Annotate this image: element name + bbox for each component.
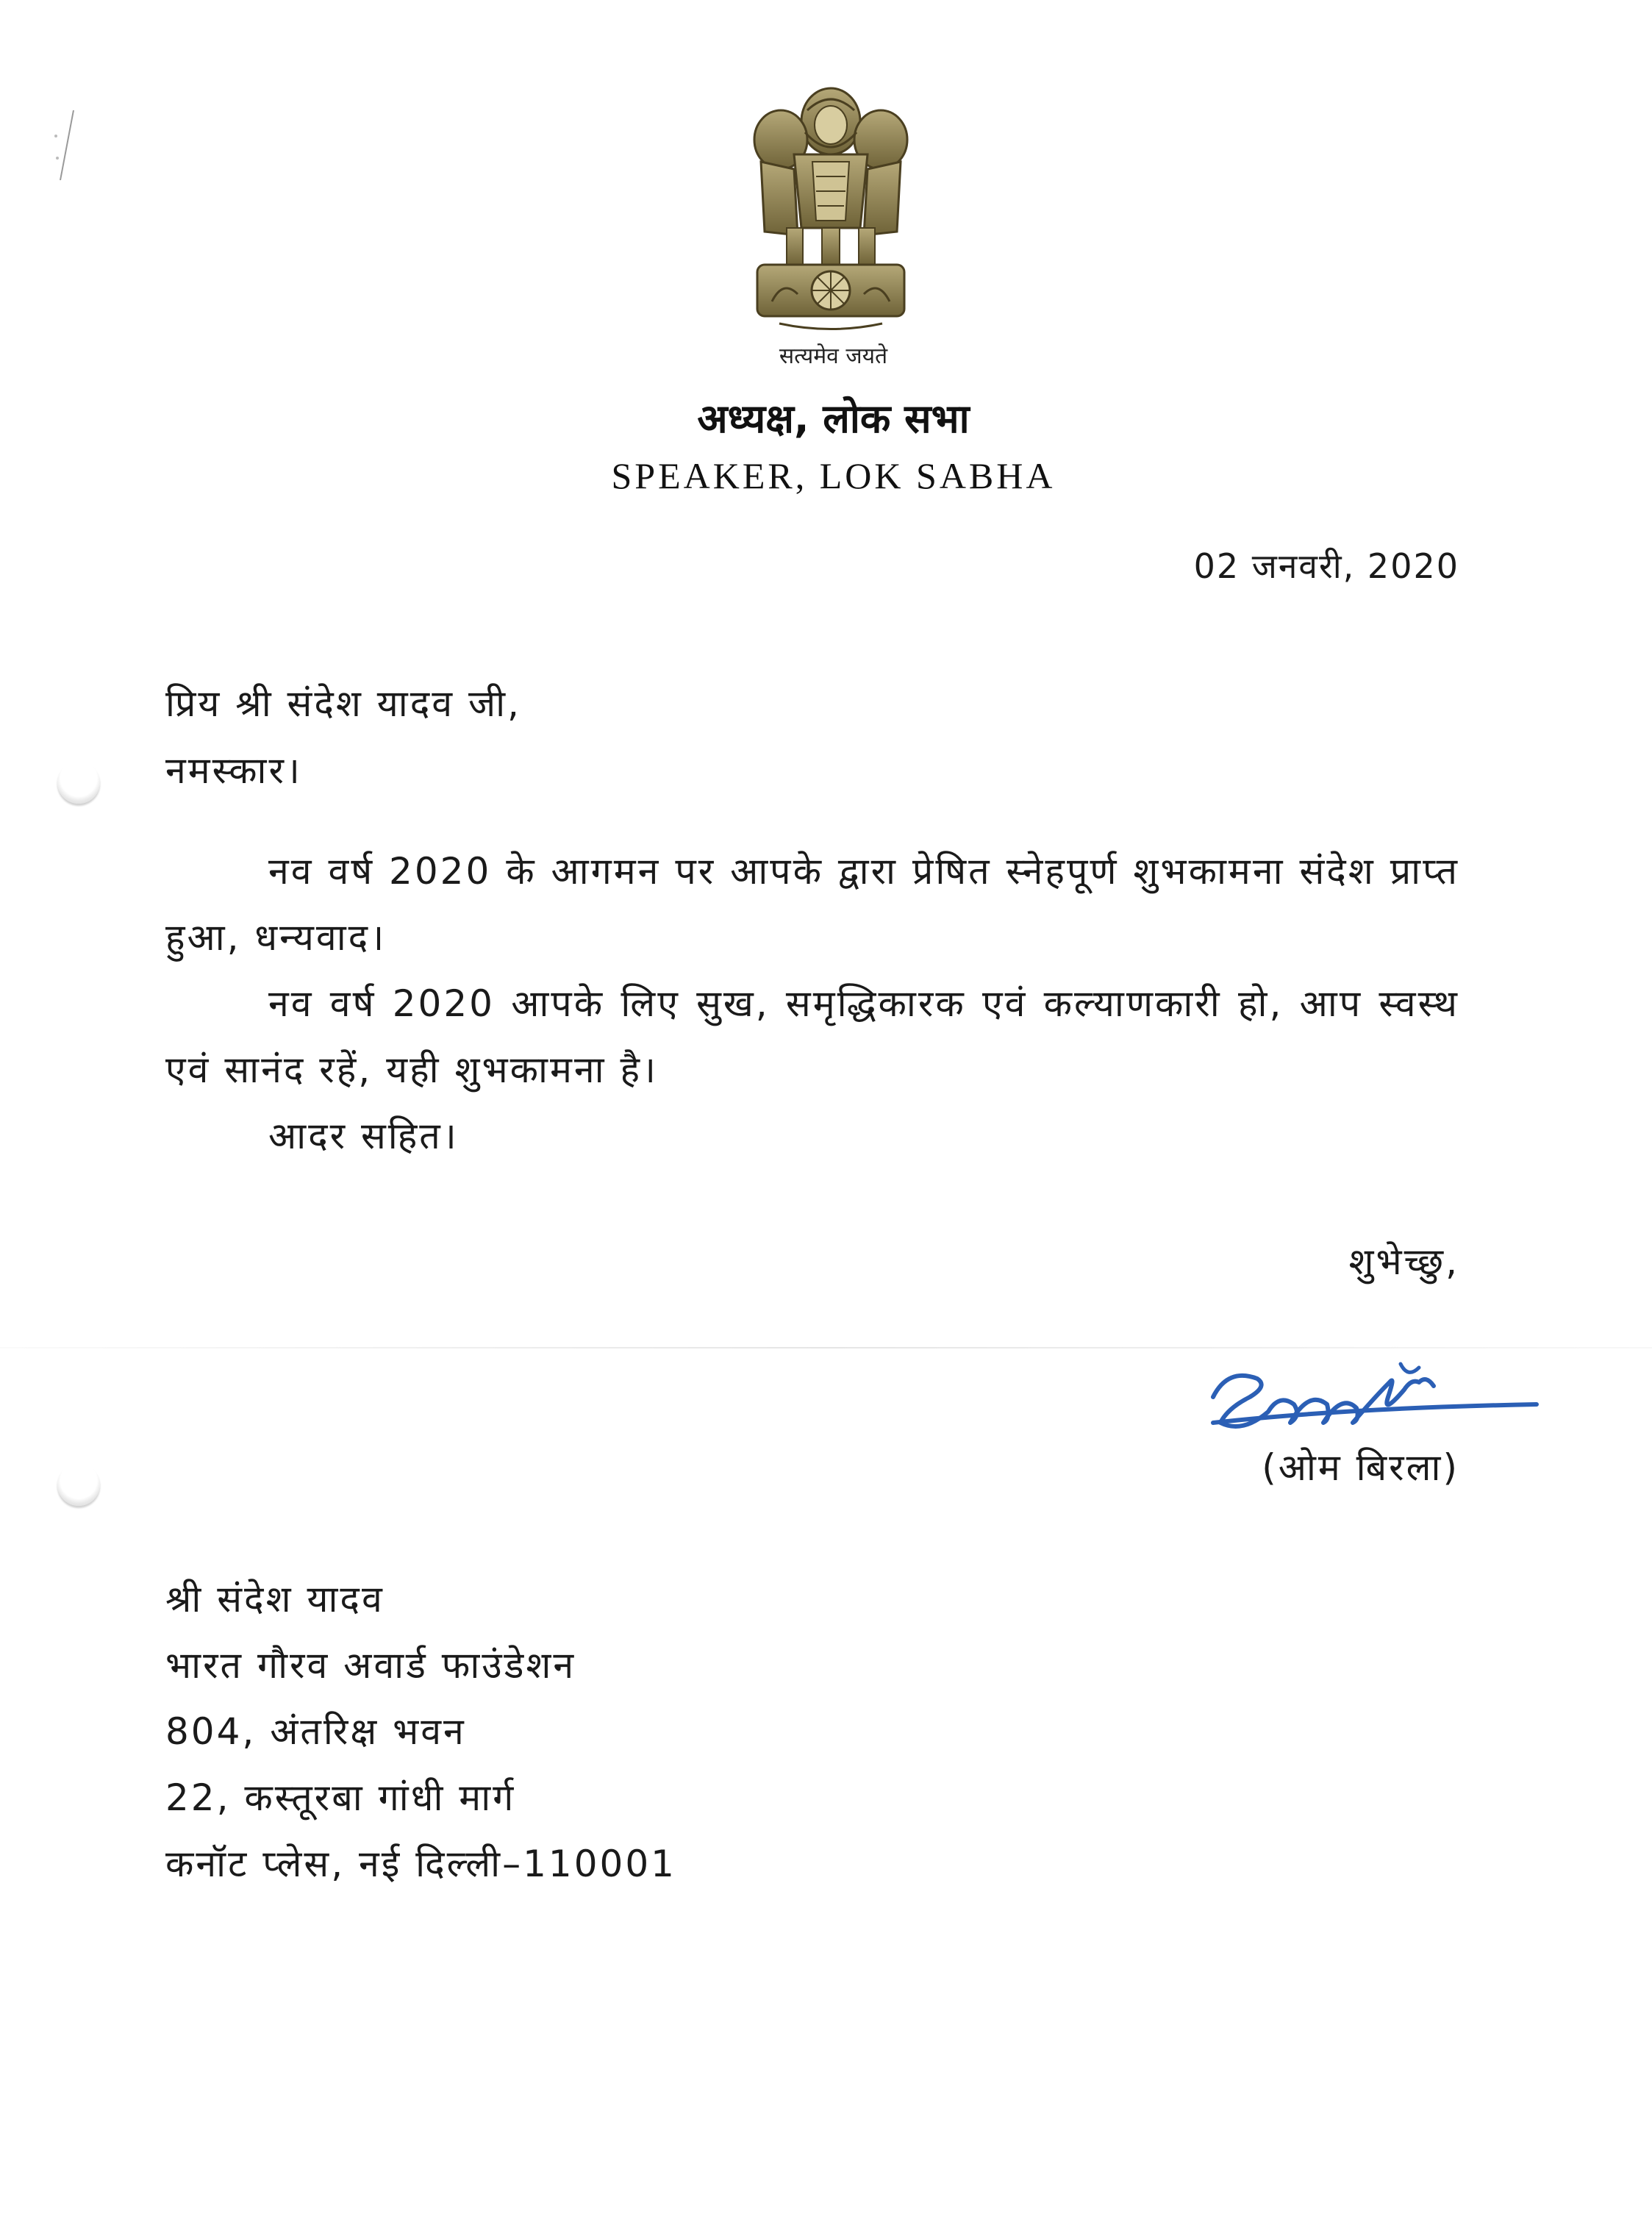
paragraph-2-text: नव वर्ष 2020 आपके लिए सुख, समृद्धिकारक एवं कल्याणकारी हो, आप स्वस्थ एवं सानंद रहें, यही शुभकामना है।	[165, 982, 1459, 1091]
greeting: नमस्कार।	[165, 749, 302, 792]
letter-date: 02 जनवरी, 2020	[1193, 546, 1459, 586]
regards: आदर सहित।	[268, 1115, 459, 1157]
address-line: श्री संदेश यादव	[165, 1578, 385, 1621]
address-line: 22, कस्तूरबा गांधी मार्ग	[165, 1776, 516, 1819]
emblem-motto: सत्यमेव जयते	[779, 343, 888, 369]
address-line: भारत गौरव अवार्ड फाउंडेशन	[165, 1644, 576, 1687]
recipient-address	[165, 1566, 676, 1897]
paragraph-1	[165, 838, 1459, 971]
punch-hole	[57, 1463, 100, 1506]
address-line: कनॉट प्लेस, नई दिल्ली–110001	[165, 1843, 676, 1885]
address-line: 804, अंतरिक्ष भवन	[165, 1710, 466, 1753]
fold-line	[0, 1347, 1652, 1348]
signer-name: (ओम बिरला)	[1262, 1446, 1459, 1489]
closing: शुभेच्छु,	[1348, 1240, 1459, 1283]
pencil-mark	[51, 107, 81, 187]
paragraph-2	[165, 971, 1459, 1103]
salutation: प्रिय श्री संदेश यादव जी,	[165, 682, 521, 725]
letterhead-title-hindi: अध्यक्ष, लोक सभा	[697, 396, 970, 442]
national-emblem-icon	[743, 81, 919, 346]
letterhead-title-english: SPEAKER, LOK SABHA	[611, 455, 1056, 496]
punch-hole	[57, 761, 100, 804]
handwritten-signature	[1198, 1353, 1544, 1448]
paragraph-1-text: नव वर्ष 2020 के आगमन पर आपके द्वारा प्रेषित स्नेहपूर्ण शुभकामना संदेश प्राप्त हुआ, धन्यवाद।	[165, 850, 1459, 959]
